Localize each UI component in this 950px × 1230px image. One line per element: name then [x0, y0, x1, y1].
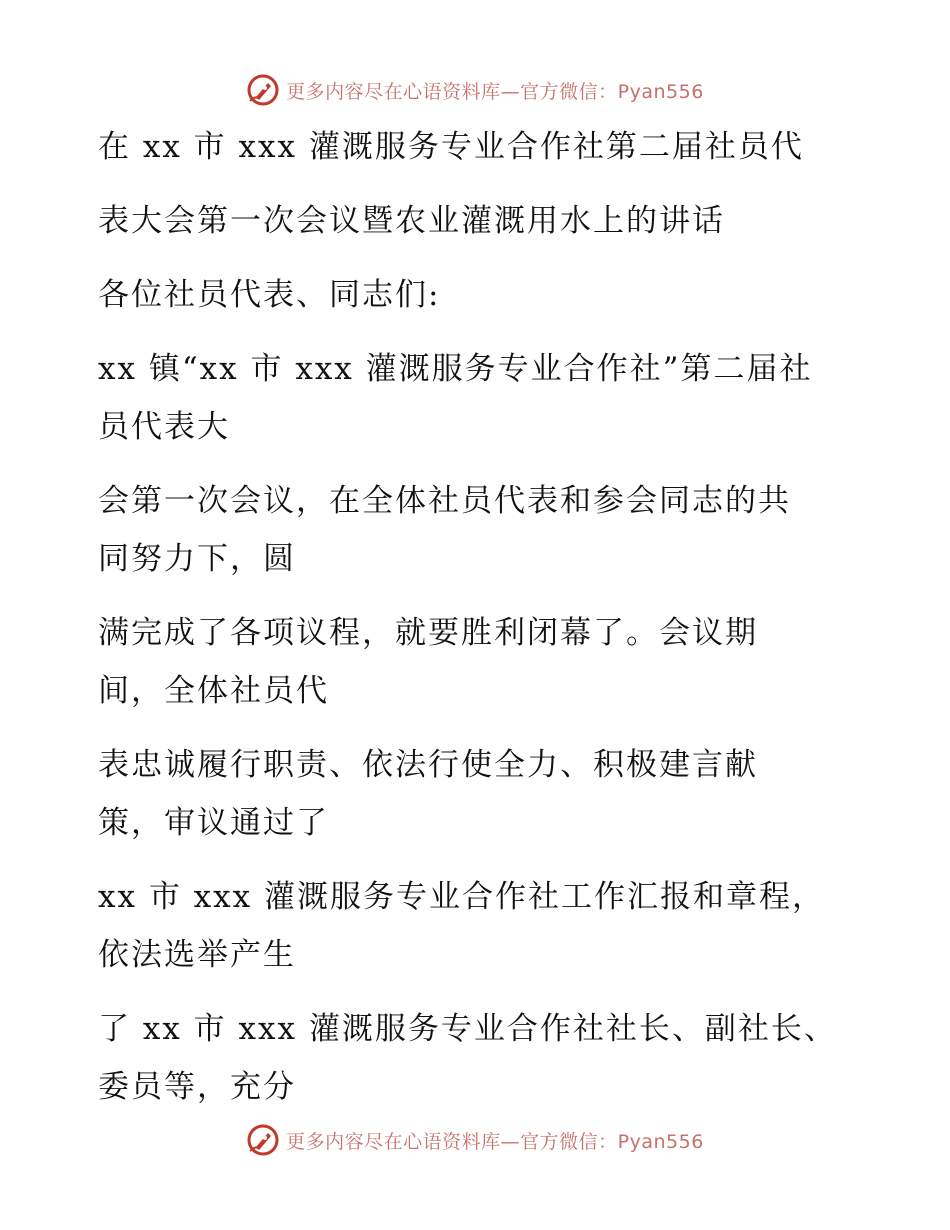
footer-banner	[0, 1120, 950, 1160]
header-banner	[0, 70, 950, 110]
text-line: xx 镇“xx 市 xxx 灌溉服务专业合作社”第二届社	[98, 351, 813, 387]
text-line: 依法选举产生	[98, 937, 296, 973]
text-line: xx 市 xxx 灌溉服务专业合作社工作汇报和章程，	[98, 879, 825, 915]
text-line: 满完成了各项议程，就要胜利闭幕了。会议期	[98, 615, 758, 651]
header-banner-text: 更多内容尽在心语资料库—官方微信：Pyan556	[286, 80, 704, 103]
text-line: 间，全体社员代	[98, 673, 329, 709]
text-line: 在 xx 市 xxx 灌溉服务专业合作社第二届社员代	[98, 129, 804, 165]
text-line: 同努力下，圆	[98, 541, 296, 577]
pen-logo-icon	[246, 73, 280, 107]
text-line: 各位社员代表、同志们:	[98, 277, 441, 313]
text-line: 委员等，充分	[98, 1069, 296, 1105]
footer-banner-text: 更多内容尽在心语资料库—官方微信：Pyan556	[286, 1130, 704, 1153]
text-line: 策，审议通过了	[98, 805, 329, 841]
pen-logo-icon	[246, 1123, 280, 1157]
text-line: 了 xx 市 xxx 灌溉服务专业合作社社长、副社长、	[98, 1011, 837, 1047]
text-line: 表忠诚履行职责、依法行使全力、积极建言献	[98, 747, 758, 783]
text-line: 会第一次会议，在全体社员代表和参会同志的共	[98, 483, 791, 519]
text-line: 表大会第一次会议暨农业灌溉用水上的讲话	[98, 203, 725, 239]
text-line: 员代表大	[98, 409, 230, 445]
